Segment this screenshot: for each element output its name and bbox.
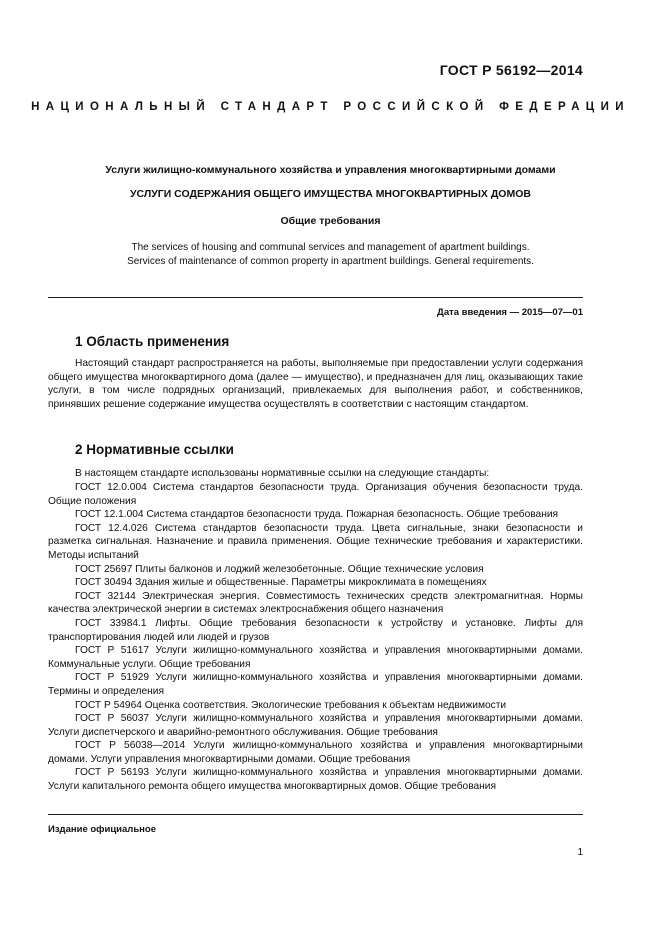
english-title-line-2: Services of maintenance of common property in apartment buildings. General requirements. xyxy=(127,256,534,267)
reference-item: ГОСТ 32144 Электрическая энергия. Совместимость технических средств электромагнитная. Нормы качества электрической энергии в системах электроснабжения общего назначения xyxy=(48,590,583,616)
section-2-intro: В настоящем стандарте использованы нормативные ссылки на следующие стандарты: xyxy=(75,468,490,479)
footer-divider xyxy=(48,814,583,815)
reference-item: ГОСТ Р 56038—2014 Услуги жилищно-коммунального хозяйства и управления многоквартирными домами. Услуги управления многоквартирными домами. Общие требования xyxy=(48,740,583,765)
normative-references-list xyxy=(48,481,583,794)
reference-item: ГОСТ 12.0.004 Система стандартов безопасности труда. Организация обучения безопасности труда. Общие положения xyxy=(48,482,583,507)
english-title-line-1: The services of housing and communal services and management of apartment buildings. xyxy=(131,242,530,253)
reference-item: ГОСТ Р 51929 Услуги жилищно-коммунального хозяйства и управления многоквартирными домами. Термины и определения xyxy=(48,672,583,697)
standard-subtitle: Общие требования xyxy=(280,215,381,227)
page-number: 1 xyxy=(577,847,583,858)
reference-item: ГОСТ Р 56037 Услуги жилищно-коммунального хозяйства и управления многоквартирными домами. Услуги диспетчерского и аварийно-ремонтного обслуживания. Общие требования xyxy=(48,713,583,738)
title-divider xyxy=(48,297,583,298)
national-standard-title: НАЦИОНАЛЬНЫЙ СТАНДАРТ РОССИЙСКОЙ ФЕДЕРАЦИИ xyxy=(31,101,630,113)
reference-item: ГОСТ 30494 Здания жилые и общественные. Параметры микроклимата в помещениях xyxy=(75,577,487,589)
section-1-heading: 1 Область применения xyxy=(75,334,230,349)
reference-item: ГОСТ 33984.1 Лифты. Общие требования безопасности к устройству и установке. Лифты для транспортирования людей или людей и грузов xyxy=(48,617,583,643)
reference-item: ГОСТ Р 56193 Услуги жилищно-коммунального хозяйства и управления многоквартирными домами. Услуги капитального ремонта общего имущества многоквартирных домов. Общие требования xyxy=(48,767,583,793)
reference-item: ГОСТ 12.4.026 Система стандартов безопасности труда. Цвета сигнальные, знаки безопасности и разметка сигнальная. Назначение и правила применения. Общие технические требования и характеристики. Методы испытаний xyxy=(48,522,583,561)
reference-item: ГОСТ 25697 Плиты балконов и лоджий железобетонные. Общие технические условия xyxy=(75,563,484,575)
introduction-date: Дата введения — 2015—07—01 xyxy=(437,307,583,318)
reference-item: ГОСТ Р 51617 Услуги жилищно-коммунального хозяйства и управления многоквартирными домами. Коммунальные услуги. Общие требования xyxy=(48,645,583,670)
reference-item: ГОСТ Р 54964 Оценка соответствия. Экологические требования к объектам недвижимости xyxy=(75,699,507,711)
section-1-text: Настоящий стандарт распространяется на работы, выполняемые при предоставлении услуги содержания общего имущества многоквартирного дома (далее — имущество), и предназначен для лиц, оказывающих такие услуги, в том числе подрядных организаций, привлекаемых для выполнения работ, и собственников, принявших решение содержание имущества осуществлять в соответствии с настоящим стандартом. xyxy=(48,358,583,410)
section-2-heading: 2 Нормативные ссылки xyxy=(75,442,234,457)
standard-subject: Услуги жилищно-коммунального хозяйства и управления многоквартирными домами xyxy=(105,164,556,176)
edition-label: Издание официальное xyxy=(48,824,156,835)
reference-item: ГОСТ 12.1.004 Система стандартов безопасности труда. Пожарная безопасность. Общие требования xyxy=(75,509,559,521)
standard-main-title: УСЛУГИ СОДЕРЖАНИЯ ОБЩЕГО ИМУЩЕСТВА МНОГОКВАРТИРНЫХ ДОМОВ xyxy=(130,188,531,200)
document-code: ГОСТ Р 56192—2014 xyxy=(439,62,583,78)
